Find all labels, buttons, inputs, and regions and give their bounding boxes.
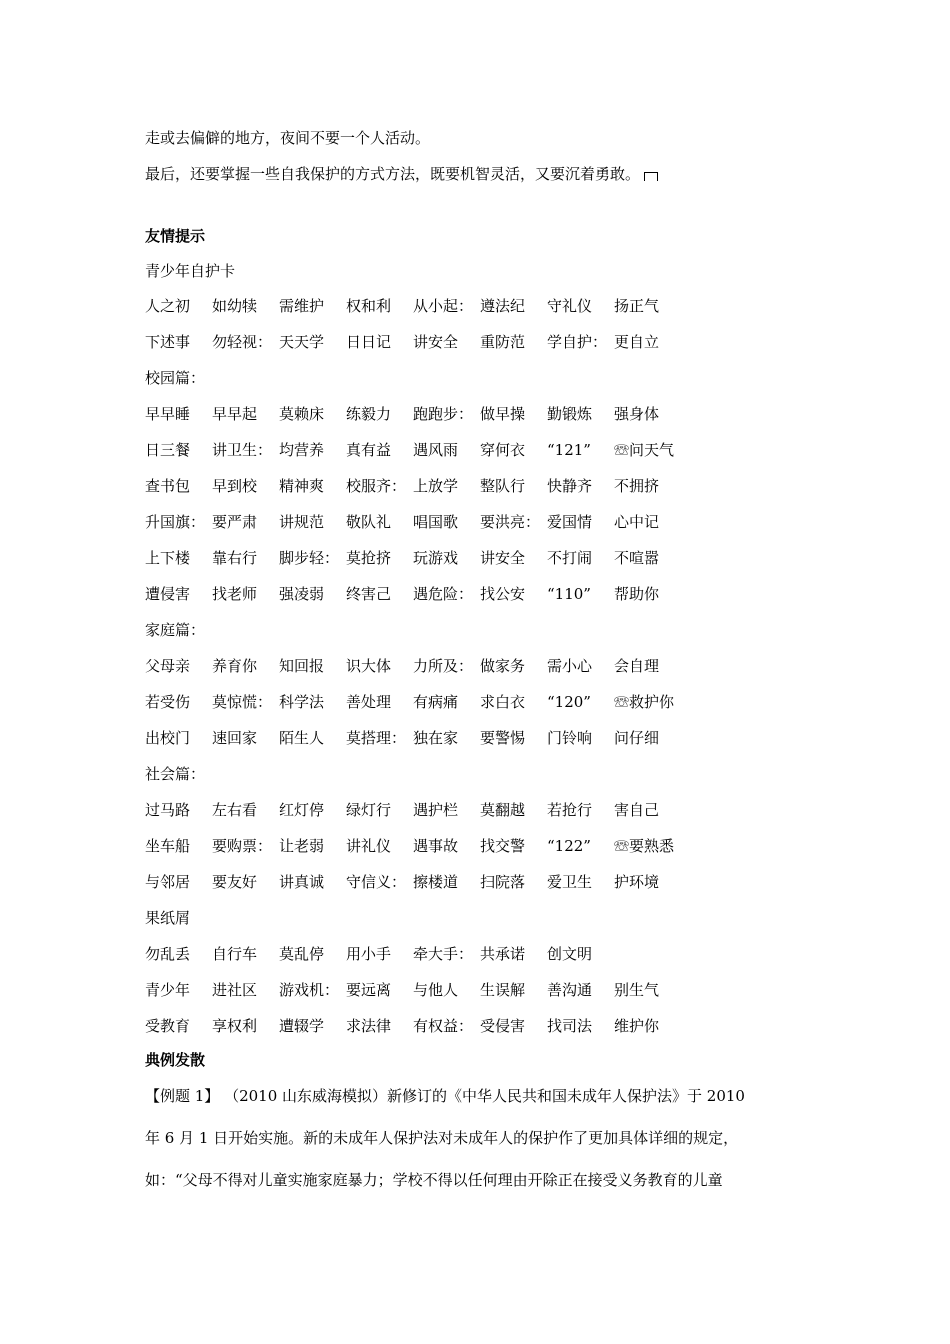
example-paragraph-line-2: 年 6 月 1 日开始实施。新的未成年人保护法对未成年人的保护作了更加具体详细的规定， — [145, 1129, 739, 1147]
card-cell: 早到校 — [212, 477, 258, 495]
card-cell: 自行车 — [212, 945, 258, 963]
card-cell: 要严肃 — [212, 513, 258, 531]
card-cell: 遇危险： — [413, 585, 474, 603]
card-cell: 勿乱丢 — [145, 945, 191, 963]
card-cell: 用小手 — [346, 945, 392, 963]
card-cell: 找老师 — [212, 585, 258, 603]
card-cell: 力所及： — [413, 657, 474, 675]
intro-line-2 — [145, 164, 658, 184]
intro-line-1: 走或去偏僻的地方，夜间不要一个人活动。 — [145, 129, 431, 147]
card-cell: 门铃响 — [547, 729, 593, 747]
card-cell: 左右看 — [212, 801, 258, 819]
card-cell: 需小心 — [547, 657, 593, 675]
card-cell: 有病痛 — [413, 693, 459, 711]
card-cell: 不打闹 — [547, 549, 593, 567]
card-cell: 勤锻炼 — [547, 405, 593, 423]
card-cell: 心中记 — [614, 513, 660, 531]
card-cell: 敬队礼 — [346, 513, 392, 531]
card-cell: 独在家 — [413, 729, 459, 747]
card-cell: 护环境 — [614, 873, 660, 891]
card-cell: 讲安全 — [480, 549, 526, 567]
card-cell: 终害己 — [346, 585, 392, 603]
card-cell: 会自理 — [614, 657, 660, 675]
card-cell: 如幼犊 — [212, 297, 258, 315]
card-cell: 脚步轻： — [279, 549, 340, 567]
card-cell: 爱卫生 — [547, 873, 593, 891]
card-cell: 青少年 — [145, 981, 191, 999]
card-cell: 日日记 — [346, 333, 392, 351]
card-cell: 害自己 — [614, 801, 660, 819]
card-cell: 游戏机： — [279, 981, 340, 999]
card-cell: 强凌弱 — [279, 585, 325, 603]
card-cell: 问仔细 — [614, 729, 660, 747]
card-cell: 善沟通 — [547, 981, 593, 999]
card-cell: 讲规范 — [279, 513, 325, 531]
card-cell: 遇风雨 — [413, 441, 459, 459]
card-cell: 讲真诚 — [279, 873, 325, 891]
card-cell: 跑跑步： — [413, 405, 474, 423]
card-cell: “110” — [547, 585, 591, 603]
tips-heading: 友情提示 — [145, 227, 206, 245]
card-cell: 速回家 — [212, 729, 258, 747]
card-cell: 过马路 — [145, 801, 191, 819]
card-cell: 养育你 — [212, 657, 258, 675]
card-cell: 天天学 — [279, 333, 325, 351]
card-cell: 要警惕 — [480, 729, 526, 747]
card-cell: 升国旗： — [145, 513, 206, 531]
card-cell: 日三餐 — [145, 441, 191, 459]
card-cell: 学自护： — [547, 333, 608, 351]
card-cell: 上下楼 — [145, 549, 191, 567]
card-cell: 享权利 — [212, 1017, 258, 1035]
card-cell: 校园篇： — [145, 369, 206, 387]
card-cell: 做早操 — [480, 405, 526, 423]
card-cell: 生误解 — [480, 981, 526, 999]
card-cell: 家庭篇： — [145, 621, 206, 639]
card-cell: 求法律 — [346, 1017, 392, 1035]
card-cell: 穿何衣 — [480, 441, 526, 459]
card-cell: 莫赖床 — [279, 405, 325, 423]
card-cell: ☏问天气 — [614, 441, 675, 459]
card-cell: 绿灯行 — [346, 801, 392, 819]
card-cell: 查书包 — [145, 477, 191, 495]
card-cell: 要远离 — [346, 981, 392, 999]
card-cell: 果纸屑 — [145, 909, 191, 927]
card-cell: 让老弱 — [279, 837, 325, 855]
card-cell: 扫院落 — [480, 873, 526, 891]
card-cell: 莫翻越 — [480, 801, 526, 819]
card-cell: 遭辍学 — [279, 1017, 325, 1035]
card-cell: 要购票： — [212, 837, 273, 855]
card-cell: 练毅力 — [346, 405, 392, 423]
card-cell: 受侵害 — [480, 1017, 526, 1035]
card-cell: 权和利 — [346, 297, 392, 315]
card-cell: 勿轻视： — [212, 333, 273, 351]
card-cell: 有权益： — [413, 1017, 474, 1035]
card-cell: 若抢行 — [547, 801, 593, 819]
card-cell: “120” — [547, 693, 591, 711]
card-cell: 找交警 — [480, 837, 526, 855]
return-mark-icon — [644, 172, 658, 181]
card-cell: 人之初 — [145, 297, 191, 315]
examples-heading: 典例发散 — [145, 1051, 206, 1069]
card-cell: 要洪亮： — [480, 513, 541, 531]
card-cell: 识大体 — [346, 657, 392, 675]
card-cell: 不喧嚣 — [614, 549, 660, 567]
card-cell: 遭侵害 — [145, 585, 191, 603]
card-cell: 均营养 — [279, 441, 325, 459]
card-cell: 讲卫生： — [212, 441, 273, 459]
card-cell: 做家务 — [480, 657, 526, 675]
card-cell: 社会篇： — [145, 765, 206, 783]
card-cell: 守礼仪 — [547, 297, 593, 315]
card-cell: 进社区 — [212, 981, 258, 999]
card-cell: 讲安全 — [413, 333, 459, 351]
card-cell: 找司法 — [547, 1017, 593, 1035]
card-title: 青少年自护卡 — [145, 262, 236, 280]
card-cell: 玩游戏 — [413, 549, 459, 567]
card-cell: 父母亲 — [145, 657, 191, 675]
card-cell: 讲礼仪 — [346, 837, 392, 855]
card-cell: 整队行 — [480, 477, 526, 495]
card-cell: 知回报 — [279, 657, 325, 675]
card-cell: 扬正气 — [614, 297, 660, 315]
card-cell: 要友好 — [212, 873, 258, 891]
card-cell: 牵大手： — [413, 945, 474, 963]
card-cell: 早早起 — [212, 405, 258, 423]
card-cell: 更自立 — [614, 333, 660, 351]
card-cell: 维护你 — [614, 1017, 660, 1035]
card-cell: 莫搭理： — [346, 729, 407, 747]
card-cell: 遇事故 — [413, 837, 459, 855]
card-cell: 守信义： — [346, 873, 407, 891]
card-cell: 共承诺 — [480, 945, 526, 963]
card-cell: 不拥挤 — [614, 477, 660, 495]
card-cell: 遵法纪 — [480, 297, 526, 315]
card-cell: “122” — [547, 837, 591, 855]
card-cell: 强身体 — [614, 405, 660, 423]
example-paragraph-line-1: 【例题 1】 （2010 山东威海模拟）新修订的《中华人民共和国未成年人保护法》于 2010 — [145, 1087, 745, 1105]
card-cell: 精神爽 — [279, 477, 325, 495]
card-cell: 早早睡 — [145, 405, 191, 423]
card-cell: 与邻居 — [145, 873, 191, 891]
card-cell: 坐车船 — [145, 837, 191, 855]
card-cell: 莫抢挤 — [346, 549, 392, 567]
card-cell: 别生气 — [614, 981, 660, 999]
card-cell: 遇护栏 — [413, 801, 459, 819]
card-cell: 出校门 — [145, 729, 191, 747]
card-cell: 善处理 — [346, 693, 392, 711]
card-cell: 受教育 — [145, 1017, 191, 1035]
card-cell: 快静齐 — [547, 477, 593, 495]
card-cell: 唱国歌 — [413, 513, 459, 531]
card-cell: 从小起： — [413, 297, 474, 315]
card-cell: 擦楼道 — [413, 873, 459, 891]
card-cell: 帮助你 — [614, 585, 660, 603]
card-cell: 红灯停 — [279, 801, 325, 819]
card-cell: 陌生人 — [279, 729, 325, 747]
card-cell: 若受伤 — [145, 693, 191, 711]
card-cell: 下述事 — [145, 333, 191, 351]
card-cell: 创文明 — [547, 945, 593, 963]
card-cell: 重防范 — [480, 333, 526, 351]
card-cell: 真有益 — [346, 441, 392, 459]
example-paragraph-line-3: 如：“父母不得对儿童实施家庭暴力；学校不得以任何理由开除正在接受义务教育的儿童 — [145, 1171, 723, 1189]
card-cell: 莫惊慌： — [212, 693, 273, 711]
card-cell: 科学法 — [279, 693, 325, 711]
card-cell: 靠右行 — [212, 549, 258, 567]
card-cell: 与他人 — [413, 981, 459, 999]
card-cell: ☏要熟悉 — [614, 837, 675, 855]
card-cell: 校服齐： — [346, 477, 407, 495]
card-cell: 莫乱停 — [279, 945, 325, 963]
card-cell: 找公安 — [480, 585, 526, 603]
card-cell: 求白衣 — [480, 693, 526, 711]
card-cell: 爱国情 — [547, 513, 593, 531]
card-cell: “121” — [547, 441, 591, 459]
card-cell: 需维护 — [279, 297, 325, 315]
card-cell: 上放学 — [413, 477, 459, 495]
card-cell: ☏救护你 — [614, 693, 675, 711]
intro-line-2-text: 最后，还要掌握一些自我保护的方式方法，既要机智灵活，又要沉着勇敢。 — [145, 165, 641, 183]
